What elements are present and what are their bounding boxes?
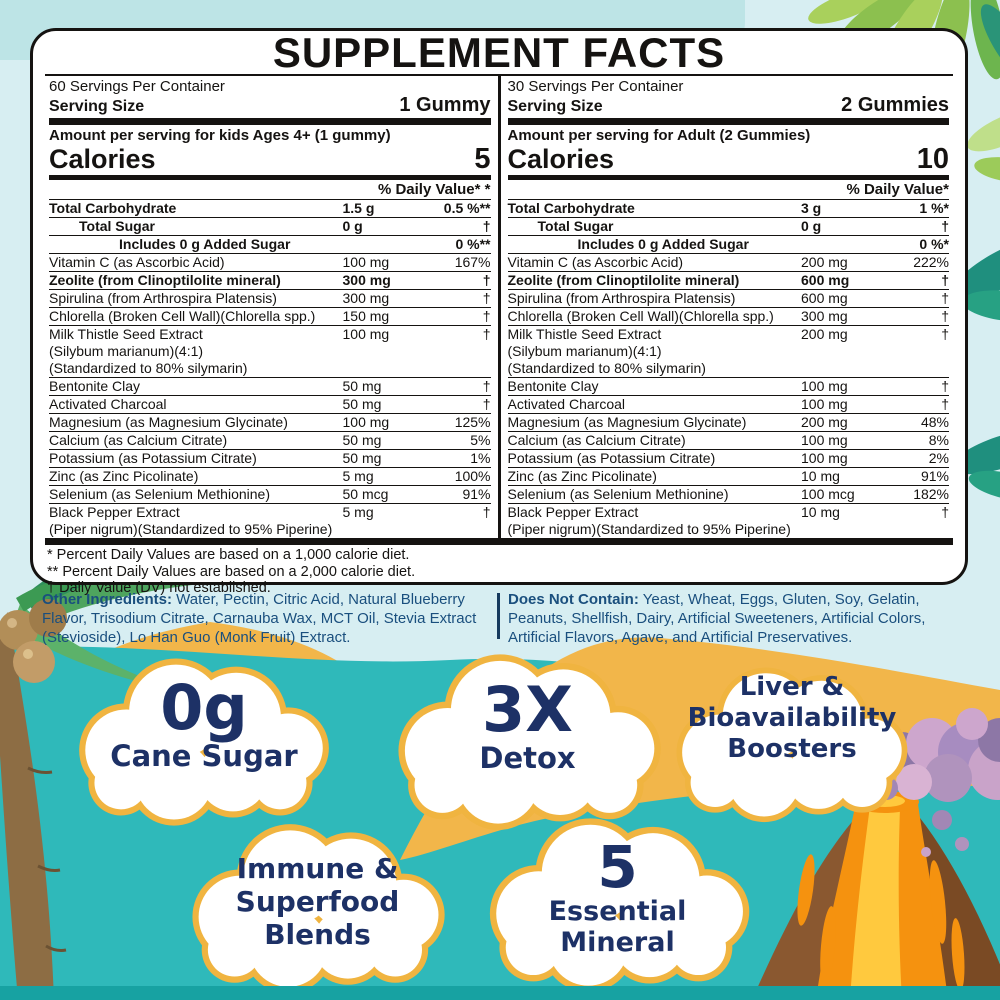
nutrient-subtext: (Silybum marianum)(4:1) — [49, 343, 204, 359]
table-row — [508, 325, 950, 377]
nutrient-table — [508, 199, 950, 538]
nutrient-daily-value: 0 %** — [455, 236, 491, 252]
nutrient-subtext: (Piper nigrum)(Standardized to 95% Piperine) — [507, 521, 791, 537]
calories-value: 10 — [916, 143, 949, 175]
nutrient-name: Bentonite Clay — [507, 378, 599, 394]
nutrient-daily-value: 1% — [470, 450, 491, 466]
nutrient-subtext: (Piper nigrum)(Standardized to 95% Piperine) — [49, 521, 333, 537]
nutrient-daily-value: 48% — [920, 414, 949, 430]
nutrient-amount: 300 mg — [801, 308, 848, 324]
nutrient-daily-value: † — [941, 504, 949, 520]
nutrient-name: Total Carbohydrate — [49, 200, 177, 216]
nutrient-daily-value: 91% — [462, 486, 491, 502]
table-row — [508, 485, 950, 503]
nutrient-name: Spirulina (from Arthrospira Platensis) — [507, 290, 736, 306]
nutrient-name: Bentonite Clay — [49, 378, 141, 394]
table-row — [49, 503, 491, 538]
nutrient-amount: 600 mg — [801, 290, 848, 306]
nutrient-amount: 300 mg — [342, 290, 390, 306]
nutrient-amount — [343, 236, 423, 253]
supplement-facts-panel — [30, 28, 968, 596]
claim-line: Blends — [264, 918, 371, 951]
does-not-contain-label: Does Not Contain: — [508, 591, 639, 608]
claim-line: Liver & — [739, 672, 845, 702]
table-row — [508, 289, 950, 307]
nutrient-amount: 50 mcg — [342, 486, 389, 502]
claim-value: 3X — [482, 673, 573, 746]
nutrient-name: Activated Charcoal — [507, 396, 626, 412]
servings-per-container: 60 Servings Per Container — [49, 78, 225, 95]
nutrient-amount: 50 mg — [342, 432, 382, 448]
nutrient-daily-value: † — [482, 290, 491, 306]
thick-rule — [49, 118, 491, 125]
nutrient-daily-value: † — [482, 396, 491, 412]
nutrient-name: Total Carbohydrate — [507, 200, 635, 216]
nutrient-amount: 100 mg — [342, 254, 390, 270]
thick-rule — [508, 175, 950, 180]
nutrient-amount: 100 mg — [801, 396, 848, 412]
nutrient-amount: 3 g — [801, 200, 822, 216]
other-ingredients-text: Water, Pectin, Citric Acid, Natural Blueberry Flavor, Trisodium Citrate, Carnauba Wax, MCT Oil, Stevia Extract (Stevioside), Lo Han Guo (Monk Fruit) Extract. — [42, 591, 477, 646]
nutrient-name: Calcium (as Calcium Citrate) — [49, 432, 228, 448]
nutrient-daily-value: † — [941, 326, 949, 342]
table-row — [49, 449, 491, 467]
nutrient-name: Spirulina (from Arthrospira Platensis) — [49, 290, 277, 306]
nutrient-name: Activated Charcoal — [49, 396, 167, 412]
claim-liver-boosters — [686, 672, 898, 765]
calories-label: Calories — [507, 144, 615, 174]
table-row — [508, 307, 950, 325]
table-row — [508, 253, 950, 271]
table-row — [508, 271, 950, 289]
nutrient-subtext: (Standardized to 80% silymarin) — [507, 360, 706, 376]
claim-value: 5 — [597, 833, 638, 901]
panel-title: SUPPLEMENT FACTS — [45, 33, 953, 76]
claim-value: 0g — [160, 671, 248, 744]
ingredients-divider — [497, 593, 500, 639]
table-row — [49, 217, 491, 235]
nutrient-name: Black Pepper Extract — [49, 504, 180, 520]
table-row — [508, 449, 950, 467]
claim-line: Bioavailability — [687, 703, 897, 733]
nutrient-daily-value: 0.5 %** — [443, 200, 491, 216]
table-row — [508, 377, 950, 395]
table-row — [49, 485, 491, 503]
nutrient-name: Total Sugar — [79, 218, 155, 234]
amount-per-serving-line: Amount per serving for Adult (2 Gummies) — [507, 127, 811, 144]
table-row — [49, 235, 491, 253]
nutrient-name: Chlorella (Broken Cell Wall)(Chlorella spp.) — [507, 308, 774, 324]
claim-line: Superfood — [235, 885, 400, 918]
table-row — [49, 325, 491, 377]
nutrient-name: Includes 0 g Added Sugar — [577, 236, 749, 252]
table-row — [508, 503, 950, 538]
claim-line: Cane Sugar — [110, 739, 298, 773]
thick-rule — [45, 538, 953, 545]
footnote: ** Percent Daily Values are based on a 2,000 calorie diet. — [47, 563, 416, 580]
nutrient-amount: 100 mg — [342, 414, 390, 430]
nutrient-daily-value: † — [941, 290, 949, 306]
serving-size-value: 2 Gummies — [841, 94, 949, 116]
nutrient-amount: 50 mg — [342, 378, 382, 394]
nutrient-name: Zinc (as Zinc Picolinate) — [49, 468, 199, 484]
table-row — [49, 413, 491, 431]
table-row — [49, 431, 491, 449]
table-row — [49, 307, 491, 325]
does-not-contain-block — [508, 590, 962, 647]
table-row — [508, 431, 950, 449]
nutrient-daily-value: 8% — [928, 432, 949, 448]
thick-rule — [508, 118, 950, 125]
nutrient-daily-value: 100% — [454, 468, 491, 484]
nutrient-name: Selenium (as Selenium Methionine) — [49, 486, 270, 502]
table-row — [49, 253, 491, 271]
nutrient-table — [49, 199, 491, 538]
nutrient-name: Total Sugar — [537, 218, 614, 234]
table-row — [508, 235, 950, 253]
nutrient-amount: 200 mg — [801, 254, 848, 270]
table-row — [49, 377, 491, 395]
footnote: † Daily Value (DV) not established. — [47, 580, 271, 596]
nutrient-amount: 100 mg — [801, 432, 848, 448]
nutrient-daily-value: 5% — [470, 432, 491, 448]
nutrient-name: Milk Thistle Seed Extract — [507, 326, 662, 342]
other-ingredients-block — [42, 590, 494, 647]
table-row — [508, 395, 950, 413]
nutrient-name: Zeolite (from Clinoptilolite mineral) — [507, 272, 740, 288]
footnotes — [45, 545, 953, 597]
nutrient-subtext: (Standardized to 80% silymarin) — [49, 360, 248, 376]
claim-line: Immune & — [236, 852, 399, 885]
claim-line: Detox — [479, 741, 576, 775]
nutrient-name: Zinc (as Zinc Picolinate) — [507, 468, 657, 484]
nutrient-daily-value: 1 %* — [919, 200, 949, 216]
daily-value-header: % Daily Value* — [846, 181, 949, 198]
nutrient-name: Potassium (as Potassium Citrate) — [507, 450, 716, 466]
serving-size-label: Serving Size — [507, 98, 603, 115]
nutrient-daily-value: † — [941, 272, 949, 288]
claim-line: Essential — [548, 896, 687, 927]
calories-value: 5 — [474, 143, 491, 175]
table-row — [508, 199, 950, 217]
nutrient-daily-value: † — [482, 378, 491, 394]
table-row — [508, 217, 950, 235]
nutrient-amount: 100 mg — [801, 450, 848, 466]
nutrient-name: Vitamin C (as Ascorbic Acid) — [49, 254, 225, 270]
claim-line: Mineral — [560, 927, 675, 958]
table-row — [49, 289, 491, 307]
claim-line: Boosters — [727, 734, 857, 764]
nutrient-amount: 50 mg — [342, 396, 382, 412]
nutrient-daily-value: 91% — [920, 468, 949, 484]
nutrient-amount: 0 g — [342, 218, 363, 234]
column-divider — [498, 76, 501, 538]
nutrient-amount: 600 mg — [801, 272, 850, 288]
nutrient-amount: 1.5 g — [342, 200, 375, 216]
nutrient-daily-value: 2% — [928, 450, 949, 466]
nutrient-amount: 10 mg — [801, 468, 840, 484]
footnote: * Percent Daily Values are based on a 1,000 calorie diet. — [47, 547, 410, 563]
nutrient-amount: 200 mg — [801, 414, 848, 430]
nutrient-amount: 150 mg — [342, 308, 390, 324]
nutrient-daily-value: † — [941, 396, 949, 412]
amount-per-serving-line: Amount per serving for kids Ages 4+ (1 gummy) — [49, 127, 391, 144]
claim-essential-minerals — [495, 833, 740, 958]
nutrient-daily-value: 0 %* — [919, 236, 949, 252]
nutrient-daily-value: † — [482, 308, 491, 324]
nutrient-amount — [801, 236, 881, 253]
nutrient-name: Chlorella (Broken Cell Wall)(Chlorella spp.) — [49, 308, 316, 324]
serving-size-label: Serving Size — [49, 98, 145, 115]
nutrient-daily-value: † — [482, 326, 491, 342]
nutrient-amount: 100 mg — [342, 326, 390, 342]
nutrient-amount: 5 mg — [342, 468, 374, 484]
table-row — [49, 395, 491, 413]
other-ingredients-label: Other Ingredients: — [42, 591, 173, 608]
nutrient-daily-value: 125% — [454, 414, 491, 430]
bottom-strip — [0, 986, 1000, 1000]
calories-label: Calories — [49, 144, 156, 174]
nutrient-daily-value: † — [941, 378, 949, 394]
nutrient-amount: 5 mg — [342, 504, 374, 520]
nutrient-amount: 100 mcg — [801, 486, 855, 502]
table-row — [508, 467, 950, 485]
table-row — [508, 413, 950, 431]
nutrient-name: Zeolite (from Clinoptilolite mineral) — [49, 272, 281, 288]
nutrient-name: Magnesium (as Magnesium Glycinate) — [49, 414, 288, 430]
nutrient-amount: 10 mg — [801, 504, 840, 520]
nutrient-name: Calcium (as Calcium Citrate) — [507, 432, 686, 448]
nutrient-subtext: (Silybum marianum)(4:1) — [507, 343, 662, 359]
nutrient-amount: 0 g — [801, 218, 822, 234]
kids-column — [45, 76, 495, 538]
nutrient-daily-value: 222% — [913, 254, 949, 270]
nutrient-daily-value: † — [482, 272, 491, 288]
nutrient-daily-value: † — [482, 218, 491, 234]
nutrient-daily-value: 167% — [454, 254, 491, 270]
table-row — [49, 271, 491, 289]
thick-rule — [49, 175, 491, 180]
nutrient-name: Potassium (as Potassium Citrate) — [49, 450, 257, 466]
nutrient-daily-value: † — [482, 504, 491, 520]
claim-immune-superfood — [190, 852, 445, 951]
nutrient-name: Magnesium (as Magnesium Glycinate) — [507, 414, 747, 430]
nutrient-daily-value: † — [941, 218, 949, 234]
nutrient-name: Black Pepper Extract — [507, 504, 639, 520]
nutrient-amount: 200 mg — [801, 326, 848, 342]
table-row — [49, 199, 491, 217]
nutrient-name: Milk Thistle Seed Extract — [49, 326, 203, 342]
nutrient-name: Vitamin C (as Ascorbic Acid) — [507, 254, 684, 270]
nutrient-name: Selenium (as Selenium Methionine) — [507, 486, 729, 502]
nutrient-amount: 100 mg — [801, 378, 848, 394]
does-not-contain-text: Yeast, Wheat, Eggs, Gluten, Soy, Gelatin, Peanuts, Shellfish, Dairy, Artificial Sweeteners, Artificial Colors, Artificial Flavors, Agave, and Artificial Preservatives. — [508, 591, 926, 646]
servings-per-container: 30 Servings Per Container — [507, 78, 684, 95]
nutrient-amount: 300 mg — [342, 272, 391, 288]
nutrient-daily-value: 182% — [913, 486, 949, 502]
serving-size-value: 1 Gummy — [399, 94, 491, 116]
claim-cane-sugar — [88, 671, 320, 773]
adult-column — [504, 76, 954, 538]
table-row — [49, 467, 491, 485]
nutrient-amount: 50 mg — [342, 450, 382, 466]
nutrient-daily-value: † — [941, 308, 949, 324]
nutrient-name: Includes 0 g Added Sugar — [119, 236, 291, 252]
daily-value-header: % Daily Value* * — [377, 181, 491, 198]
claim-detox — [400, 673, 655, 775]
